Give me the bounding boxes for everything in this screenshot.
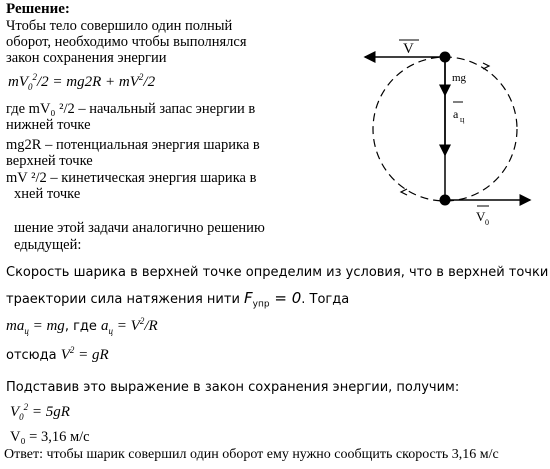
where-line-3: mg2R – потенциальная энергия шарика в xyxy=(6,137,260,153)
solution-line-2: едыдущей: xyxy=(14,237,82,253)
v0-value: V₀ = 3,16 м/с xyxy=(10,429,90,445)
intro-line-3: закон сохранения энергии xyxy=(6,50,167,66)
solution-line-1: шение этой задачи аналогично решению xyxy=(14,220,265,236)
label-a: a xyxy=(453,107,459,121)
where-line-6: хней точке xyxy=(14,186,81,202)
label-v0: V xyxy=(476,209,486,224)
label-a-sub: ц xyxy=(460,115,465,124)
speed-line-1: Скорость шарика в верхней точке определим из условия, что в верхней точки xyxy=(6,265,549,280)
direction-arrow-bottom xyxy=(401,189,407,195)
ball-top xyxy=(440,52,451,63)
where-line-2: нижней точке xyxy=(6,117,91,133)
where-line-1: где mV₀ ²/2 – начальный запас энергии в xyxy=(6,101,256,117)
label-mg: mg xyxy=(452,72,467,84)
energy-equation: $mV_0^2/2 = mg2R + mV^2/2$ xyxy=(8,72,156,92)
label-v0-sub: 0 xyxy=(485,218,489,227)
where-line-4: верхней точке xyxy=(6,153,93,169)
intro-line-2: оборот, необходимо чтобы выполнялся xyxy=(6,34,247,50)
v0-equation: $V_0^2 = 5gR$ xyxy=(10,402,70,422)
label-v-top: V xyxy=(403,41,414,57)
ball-bottom xyxy=(440,195,451,206)
ma-equation: $ma_ц$ = mg, где $a_ц = V^2/R$ xyxy=(6,316,158,336)
intro-line-1: Чтобы тело совершило один полный xyxy=(6,18,233,34)
circular-motion-diagram xyxy=(355,35,550,235)
substitute-line: Подставив это выражение в закон сохранения энергии, получим: xyxy=(6,380,460,395)
speed-line-2: траектории сила натяжения нити $F_{упр} = 0$. Тогда xyxy=(6,289,350,310)
answer-line: Ответ: чтобы шарик совершил один оборот ему нужно сообщить скорость 3,16 м/с xyxy=(4,447,499,462)
direction-arrow-top xyxy=(483,63,489,69)
where-line-5: mV ²/2 – кинетическая энергия шарика в xyxy=(6,170,257,186)
solution-heading: Решение: xyxy=(6,1,70,17)
v2-line: отсюда $V^2$ = gR xyxy=(6,345,109,363)
